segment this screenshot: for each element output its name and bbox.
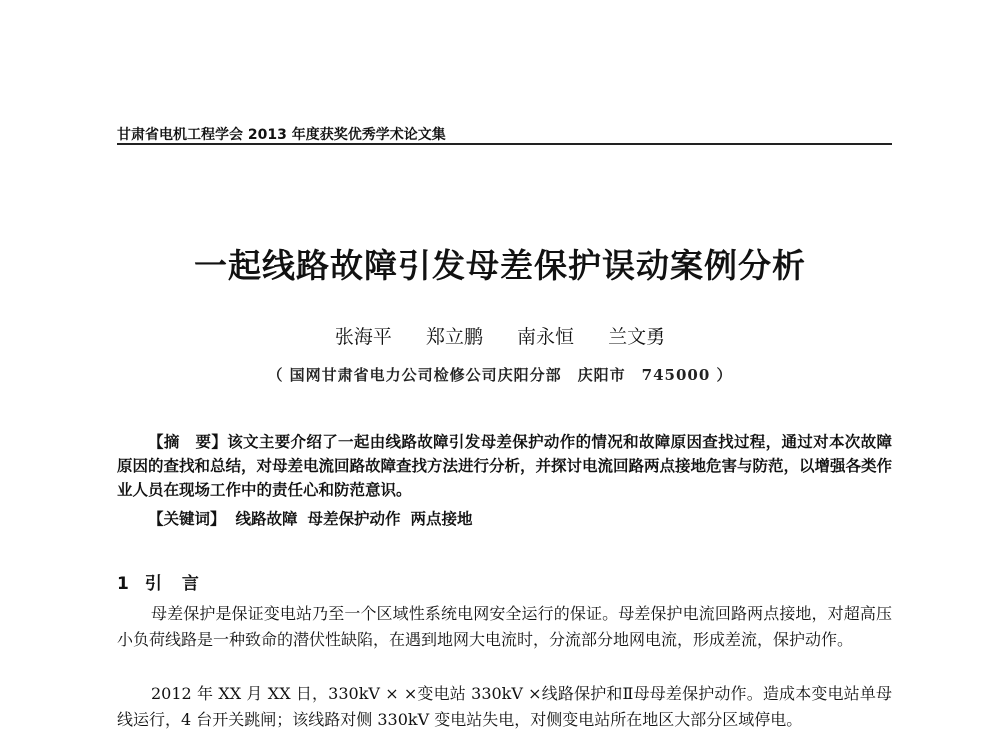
abstract-label: 【摘 要】 bbox=[148, 432, 228, 451]
section-heading bbox=[117, 569, 219, 594]
keyword: 两点接地 bbox=[410, 509, 473, 528]
running-header: 甘肃省电机工程学会 2013 年度获奖优秀学术论文集 bbox=[117, 127, 446, 143]
keywords bbox=[148, 507, 473, 529]
keywords-label: 【关键词】 bbox=[148, 509, 226, 528]
author: 郑立鹏 bbox=[425, 326, 483, 348]
affiliation: （ 国网甘肃省电力公司检修公司庆阳分部 庆阳市 745000 ） bbox=[267, 366, 733, 384]
author: 张海平 bbox=[334, 326, 392, 348]
paper-title: 一起线路故障引发母差保护误动案例分析 bbox=[194, 246, 806, 285]
keyword: 母差保护动作 bbox=[307, 509, 401, 528]
section-number: 1 bbox=[117, 574, 129, 594]
author: 南永恒 bbox=[517, 326, 575, 348]
abstract-text: 该文主要介绍了一起由线路故障引发母差保护动作的情况和故障原因查找过程，通过对本次故障原因的查找和总结，对母差电流回路故障查找方法进行分析，并探讨电流回路两点接地危害与防范，以增强各类作业人员在现场工作中的责任心和防范意识。 bbox=[117, 432, 893, 499]
author: 兰文勇 bbox=[608, 326, 666, 348]
body-paragraph: 母差保护是保证变电站乃至一个区域性系统电网安全运行的保证。母差保护电流回路两点接地，对超高压小负荷线路是一种致命的潜伏性缺陷，在遇到地网大电流时，分流部分地网电流，形成差流，保护动作。 bbox=[117, 604, 892, 649]
section-title: 引言 bbox=[144, 574, 219, 594]
body-paragraph: 2012 年 XX 月 XX 日，330kV × ×变电站 330kV ×线路保护和Ⅱ母母差保护动作。造成本变电站单母线运行，4 台开关跳闸；该线路对侧 330kV 变电站失电，对侧变电站所在地区大部分区域停电。 bbox=[117, 684, 892, 729]
header-rule bbox=[117, 143, 892, 145]
keyword: 线路故障 bbox=[235, 509, 298, 528]
author-list bbox=[0, 322, 1000, 349]
abstract bbox=[117, 430, 892, 502]
